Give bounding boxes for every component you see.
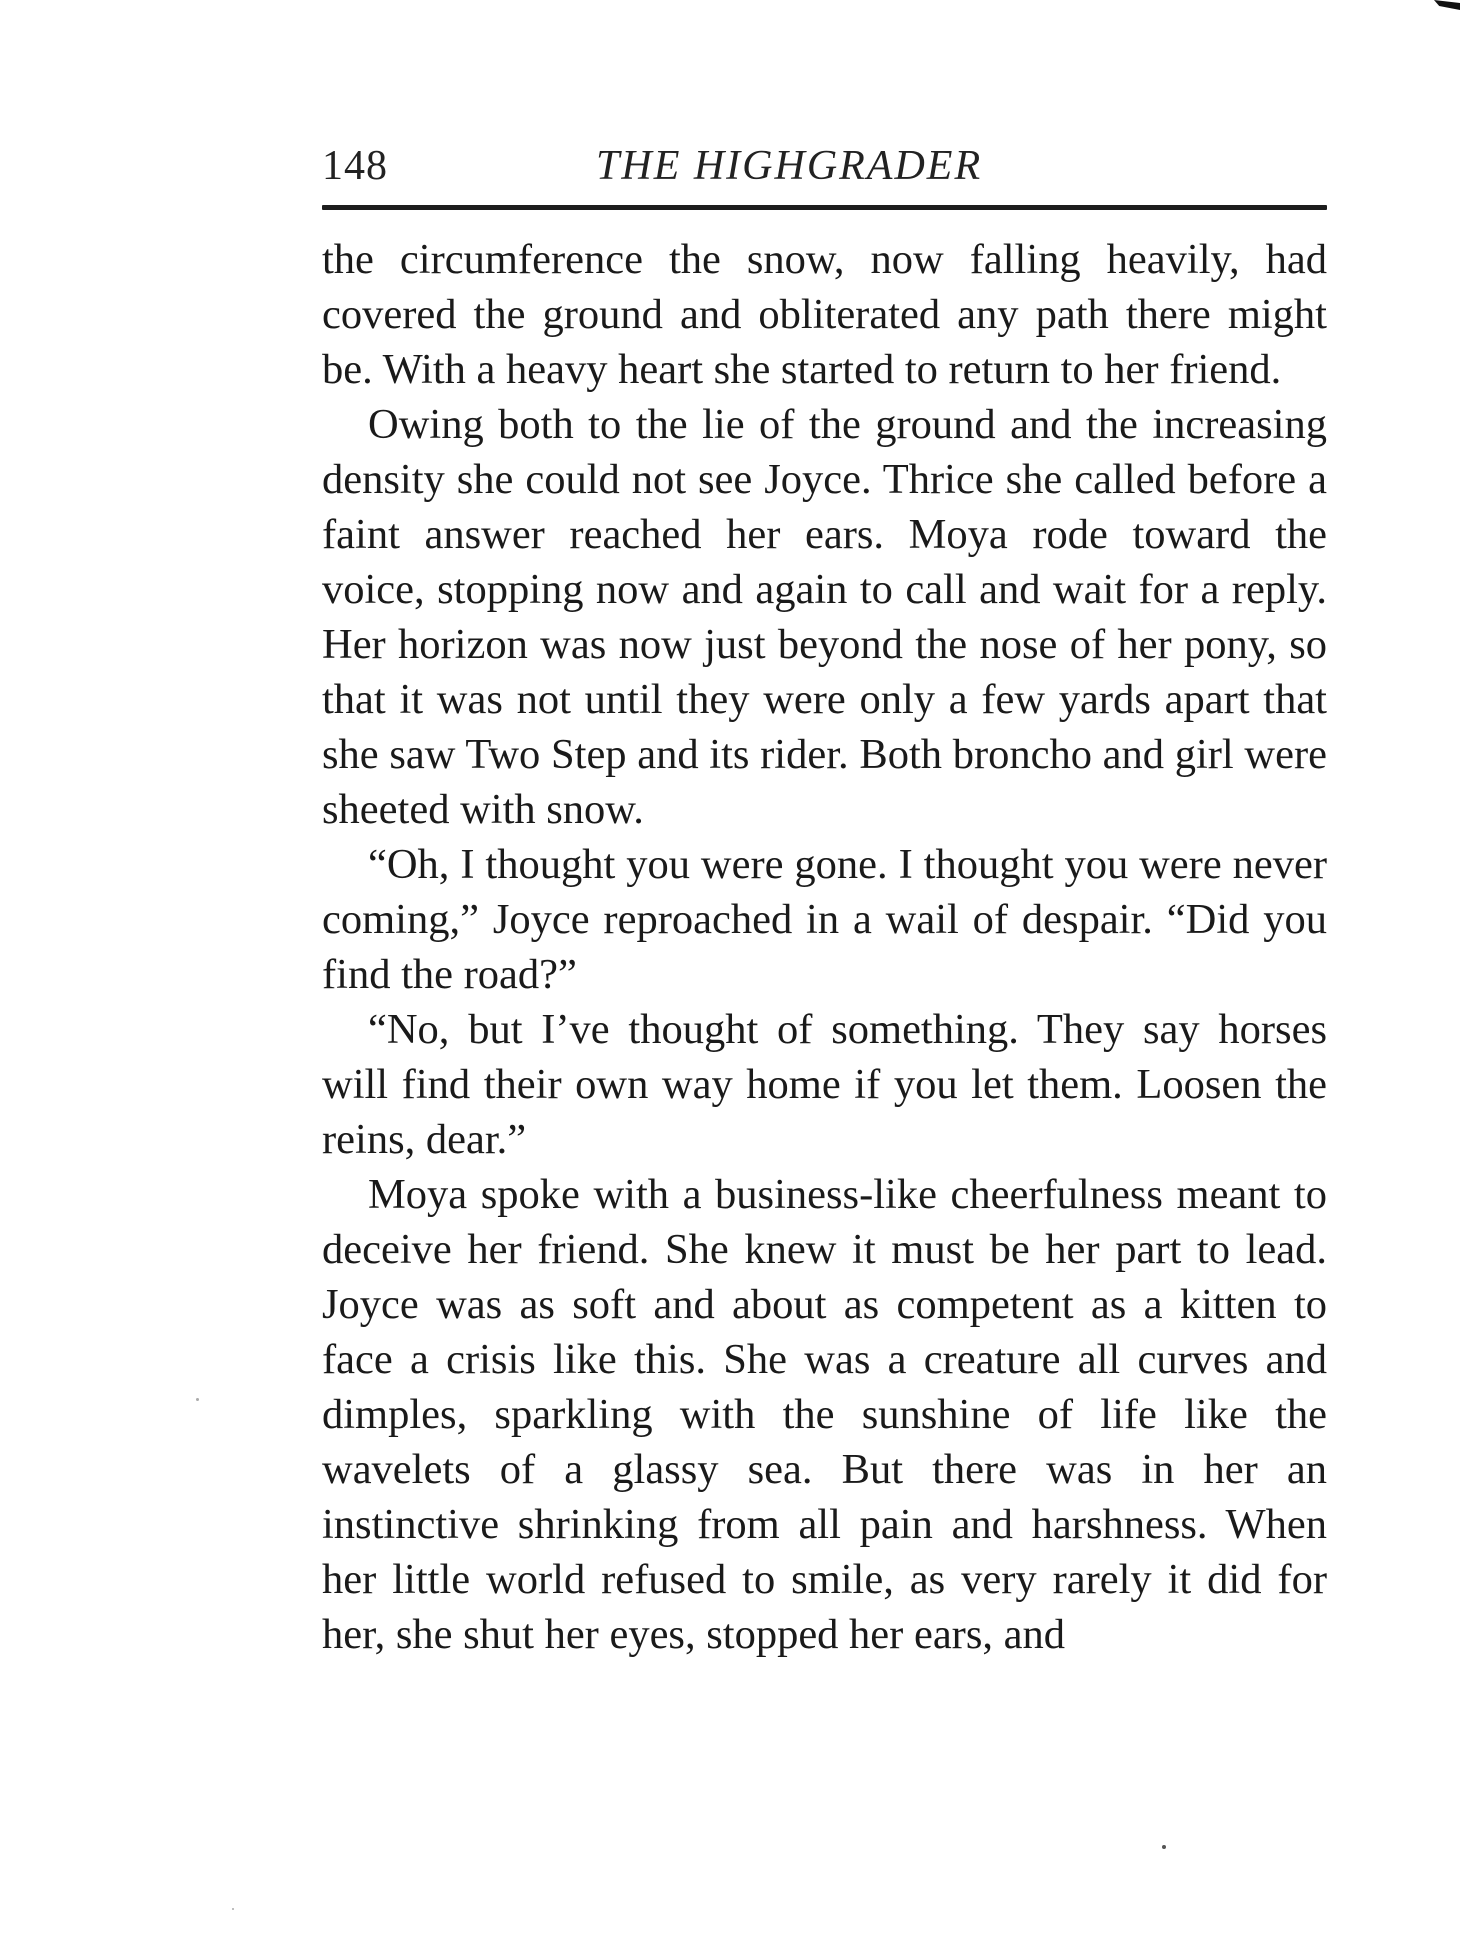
paper-speck [1162, 1845, 1166, 1849]
running-head [322, 142, 1327, 198]
page-corner-mark [1434, 0, 1460, 10]
paragraph-4: “No, but I’ve thought of something. They say horses will find their own way home if you let them. Loosen the reins, dear.” [322, 1006, 1327, 1163]
page-number: 148 [322, 143, 388, 189]
paragraph-2: Owing both to the lie of the ground and the increasing density she could not see Joyce. Thrice she called before a faint answer reached her ears. Moya rode toward the voice, stopping now and again to call and wait for a reply. Her horizon was now just beyond the nose of her pony, so that it was not until they were only a few yards apart that she saw Two Step and its rider. Both broncho and girl were sheeted with snow. [322, 401, 1327, 833]
header-rule [322, 205, 1327, 210]
paragraph-3: “Oh, I thought you were gone. I thought you were never coming,” Joyce reproached in a wail of despair. “Did you find the road?” [322, 841, 1327, 998]
paragraph-1: the circumference the snow, now falling heavily, had covered the ground and obliterated any path there might be. With a heavy heart she started to return to her friend. [322, 236, 1327, 393]
book-title: THE HIGHGRADER [596, 143, 983, 189]
paper-speck [196, 1398, 199, 1401]
paper-speck [232, 1908, 234, 1910]
body-text [322, 232, 1327, 1662]
paragraph-5: Moya spoke with a business-like cheerfulness meant to deceive her friend. She knew it must be her part to lead. Joyce was as soft and about as competent as a kitten to face a crisis like this. She was a creature all curves and dimples, sparkling with the sunshine of life like the wavelets of a glassy sea. But there was in her an instinctive shrinking from all pain and harshness. When her little world refused to smile, as very rarely it did for her, she shut her eyes, stopped her ears, and [322, 1171, 1327, 1658]
